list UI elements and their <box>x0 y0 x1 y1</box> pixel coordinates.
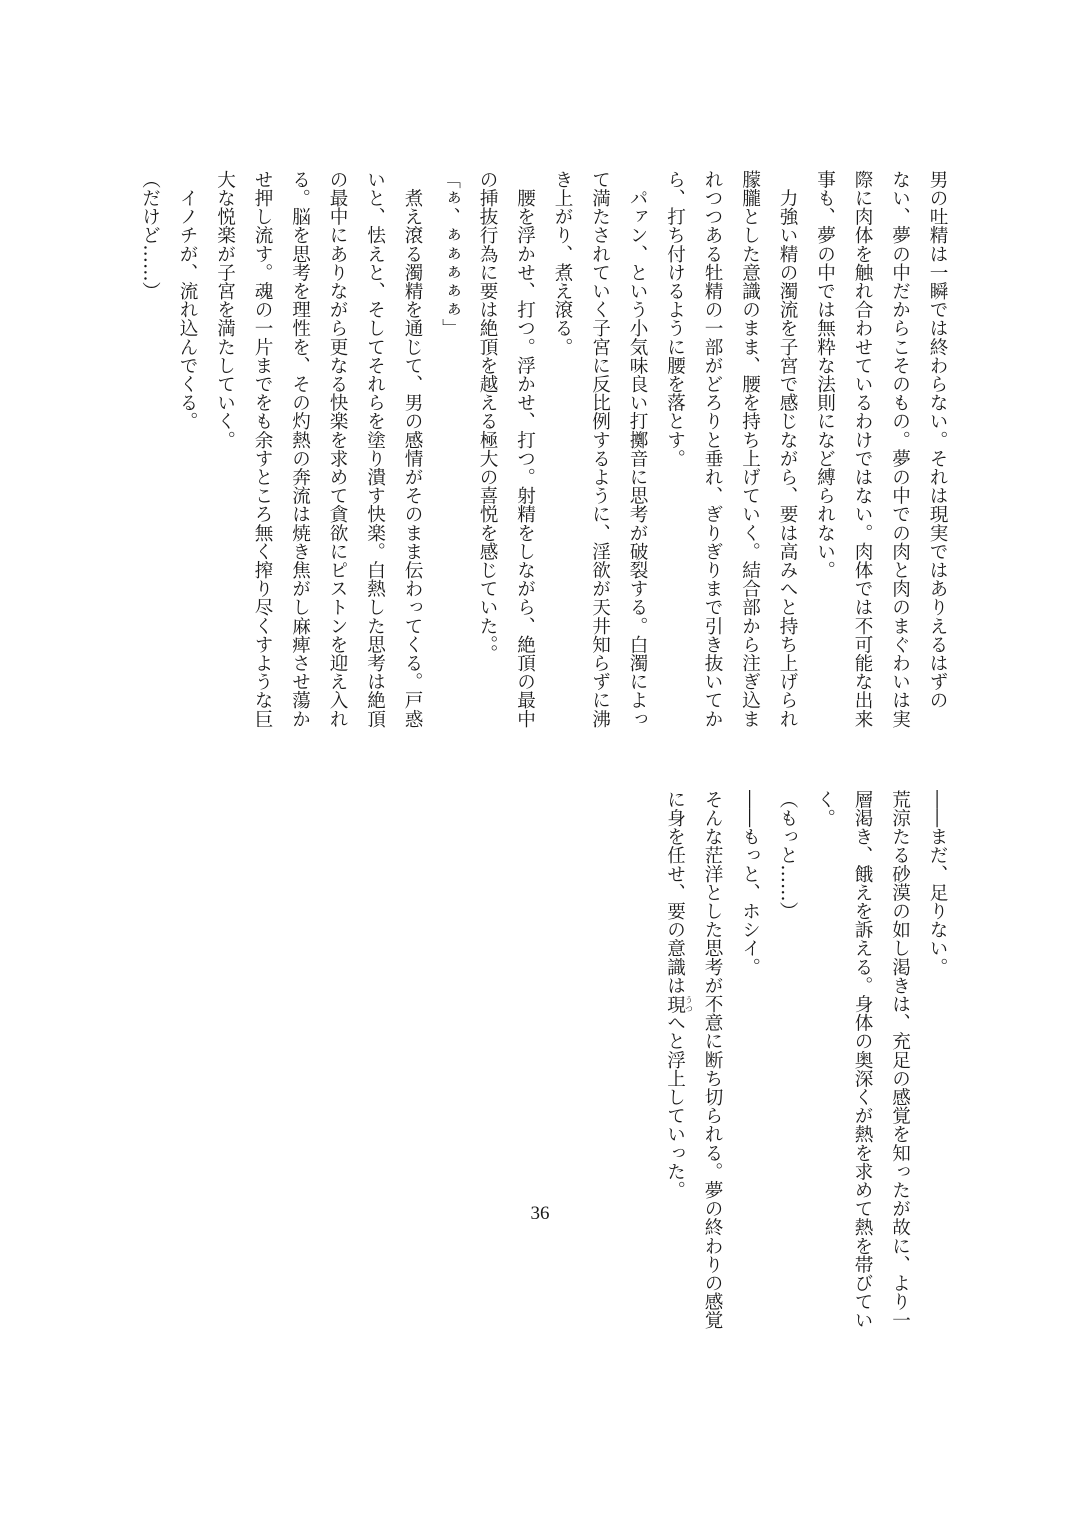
text-line: 層渇き、餓えを訴える。身体の奥深くが熱を求めて熱を帯びてい <box>852 790 873 1330</box>
text-line: そんな茫洋とした思考が不意に断ち切られる。夢の終わりの感覚 <box>702 790 723 1330</box>
text-line: 力強い精の濁流を子宮で感じながら、要は高みへと持ち上げられ <box>777 170 798 728</box>
main-text-bottom <box>656 790 956 1350</box>
text-line: 腰を浮かせ、打つ。浮かせ、打つ。射精をしながら、絶頂の最中 <box>514 170 536 728</box>
text-line: 男の吐精は一瞬では終わらない。それは現実ではありえるはずの <box>927 170 948 710</box>
ruby-base: 現 <box>664 994 686 1014</box>
text-line: （もっと……） <box>777 790 798 921</box>
text-line: ない、夢の中だからこそのもの。夢の中での肉と肉のまぐわいは実 <box>889 170 911 728</box>
text-line: 荒涼たる砂漠の如し渇きは、充足の感覚を知ったが故に、より一 <box>889 790 911 1330</box>
text-line: イノチが、流れ込んでくる。 <box>177 170 198 431</box>
text-line: せ押し流す。魂の一片までをも余すところ無く搾り尽くすような巨 <box>252 170 273 728</box>
text-line: て満たされていく子宮に反比例するように、淫欲が天井知らずに沸 <box>589 170 611 728</box>
text-line: の挿抜行為に要は絶頂を越える極大の喜悦を感じていた。。 <box>477 170 498 663</box>
text-line: 朦朧とした意識のまま、腰を持ち上げていく。結合部から注ぎ込ま <box>739 170 761 728</box>
text-line: ――まだ、足りない。 <box>927 790 948 976</box>
text-line: いと、怯えと、そしてそれらを塗り潰す快楽。白熱した思考は絶頂 <box>364 170 386 728</box>
text-line: （だけど……） <box>139 170 161 301</box>
text-line: 大な悦楽が子宮を満たしていく。 <box>214 170 236 449</box>
text-line: ――もっと、ホシイ。 <box>739 790 761 976</box>
text-line: る。脳を思考を理性を、その灼熱の奔流は焼き焦がし麻痺させ蕩か <box>289 170 311 728</box>
text-line: く。 <box>814 790 836 828</box>
text-line: 「ぁ、ぁぁぁぁぁ」 <box>439 170 461 338</box>
main-text-top <box>131 170 956 730</box>
text-segment: へと浮上していった。 <box>664 1013 686 1200</box>
text-line: 煮え滾る濁精を通じて、男の感情がそのまま伝わってくる。戸惑 <box>402 170 423 728</box>
text-line: れつつある牡精の一部がどろりと垂れ、ぎりぎりまで引き抜いてか <box>702 170 723 728</box>
text-line: き上がり、煮え滾る。 <box>552 170 573 356</box>
text-line: ら、打ち付けるように腰を落とす。 <box>664 170 686 468</box>
page-number: 36 <box>530 1203 550 1224</box>
ruby-reading: うつ <box>684 994 694 1014</box>
text-line: 事も、夢の中では無粋な法則になど縛られない。 <box>814 170 836 580</box>
text-line: 際に肉体を触れ合わせているわけではない。肉体では不可能な出来 <box>852 170 873 728</box>
text-line-with-ruby <box>656 790 694 1350</box>
ruby-annotation <box>664 994 694 1014</box>
text-segment: に身を任せ、要の意識は <box>664 790 686 995</box>
text-line: の最中にありながら更なる快楽を求めて貪欲にピストンを迎え入れ <box>327 170 348 728</box>
text-line: パァン、という小気味良い打擲音に思考が破裂する。白濁によっ <box>627 170 648 728</box>
